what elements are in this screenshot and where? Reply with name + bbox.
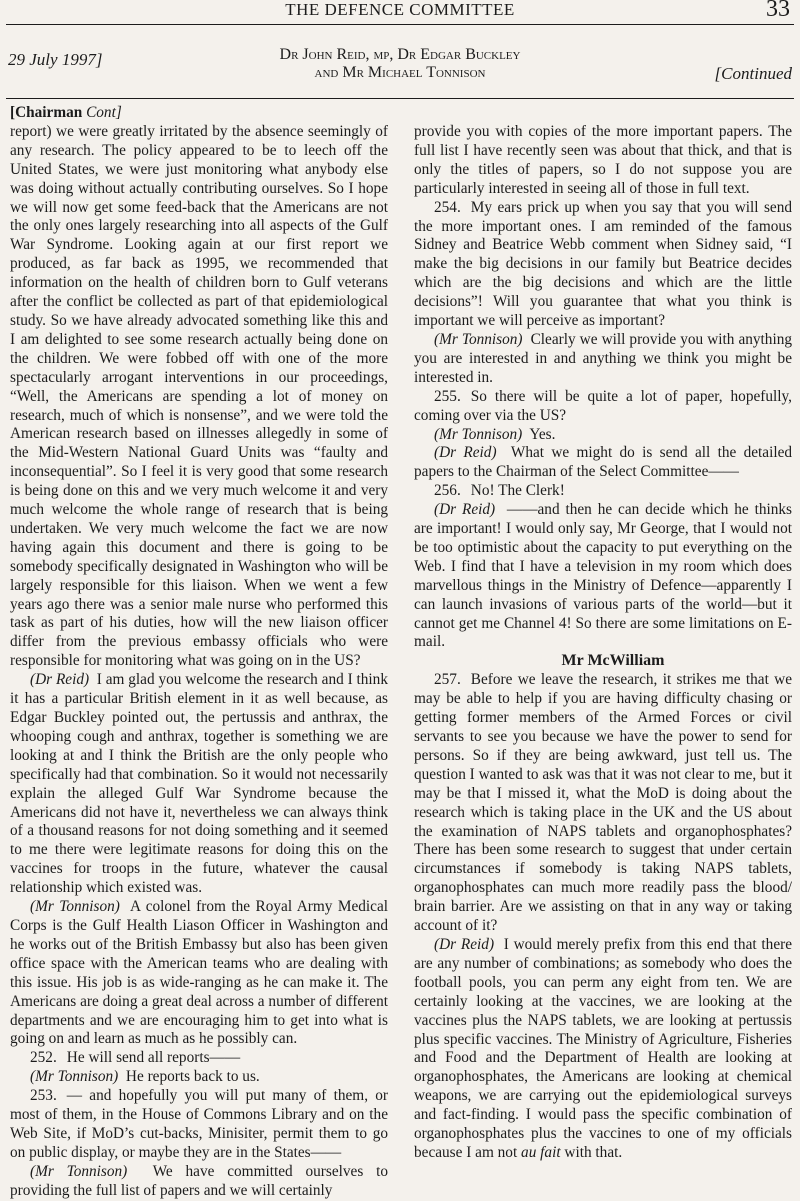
answer-257: (Dr Reid) I would merely prefix from this end that there are any number of combinations; as somebody who does the football pools, you can perm any eight from ten. We are certainly looking at the vaccines, we are looking at the vaccines plus the NAPS tablets, we are looking at pertussis plus specific vaccines. The Ministry of Agriculture, Fisheries and Food and the Department of Health are looking at organophosphates, the Americans are looking at chemical weapons, we are carrying out the epidemiological surveys and fact-finding. I would pass the specific combination of organophosphates plus the vaccines to one of my officials because I am not au fait with that.: [414, 935, 792, 1161]
speaker-label: (Dr Reid): [434, 501, 496, 519]
header-rule-bottom: [6, 98, 794, 99]
witness-line-2: and Mr Michael Tonnison: [314, 64, 486, 81]
question-252: 252. He will send all reports——: [30, 1049, 241, 1067]
question-number: 253.: [30, 1087, 57, 1105]
speaker-label: (Mr Tonnison): [434, 425, 523, 443]
speaker-label: (Mr Tonnison): [30, 1162, 128, 1180]
speaker-label: (Mr Tonnison): [30, 1068, 119, 1086]
witness-names: [200, 46, 600, 82]
answer-255-reid: (Dr Reid) What we might do is send all the detailed papers to the Chairman of the Select Committee——: [414, 444, 793, 481]
answer-253: (Mr Tonnison) We have committed ourselves to providing the full list of papers and we will certainly: [10, 1162, 389, 1199]
question-number: 257.: [434, 671, 461, 689]
question-256: 256. No! The Clerk!: [434, 482, 565, 500]
continued-marker: [Continued: [714, 64, 792, 83]
answer-254: (Mr Tonnison) Clearly we will provide you with anything you are interested in and anything we think you might be interested in.: [414, 330, 792, 386]
session-date: 29 July 1997]: [8, 50, 103, 69]
chairman-label: [Chairman Cont]: [10, 104, 122, 121]
paragraph-continuation: provide you with copies of the more important papers. The full list I have recently seen was about that thick, and that is only the titles of papers, so I do not suppose you are particularly interested in seeing all of those in full text.: [414, 123, 792, 197]
header-rule-top: [6, 24, 794, 25]
paragraph-tonnison-answer: (Mr Tonnison) A colonel from the Royal Army Medical Corps is the Gulf Health Liason Officer in Washington and he works out of the British Embassy but also has been given office space with the American teams who are dealing with this issue. His job is as wide-ranging as he can make it. The Americans are doing a great deal across a number of different departments and we are encouraging him to get into what is going on and learn as much as he possibly can.: [10, 898, 388, 1048]
right-column: [414, 104, 792, 1163]
answer-252: (Mr Tonnison) He reports back to us.: [30, 1068, 260, 1086]
question-number: 256.: [434, 482, 461, 500]
question-number: 254.: [434, 198, 461, 216]
witness-line-1: Dr John Reid, mp, Dr Edgar Buckley: [279, 46, 521, 63]
question-257: 257. Before we leave the research, it strikes me that we may be able to help if you are having difficulty chasing or getting former members of the Armed Forces or civil servants to see you because we have the power to send for persons. So if they are being awkward, just tell us. The question I wanted to ask was that it was not clear to me, but it may be that I missed it, what the MoD is doing about the research which is taking place in the UK and the US about the examination of NAPS tablets and organophosphates? There has been some research to suggest that under certain circumstances if somebody is taking NAPS tablets, organophosphates can much more readily pass the blood/ brain barrier. Are we assisting on that in any way or taking account of it?: [414, 671, 792, 935]
speaker-label: (Dr Reid): [30, 671, 90, 689]
left-column: [10, 104, 388, 1201]
question-number: 255.: [434, 387, 461, 405]
section-heading-mcwilliam: Mr McWilliam: [561, 652, 665, 670]
answer-255-tonnison: (Mr Tonnison) Yes.: [434, 425, 556, 443]
question-254: 254. My ears prick up when you say that you will send the more important ones. I am reminded of the famous Sidney and Beatrice Webb comment when Sidney said, “I make the big decisions in our family but Beatrice decides which are the big decisions and which are the little decisions”! Will you guarantee that what you think is important we will perceive as important?: [414, 198, 792, 330]
answer-256: (Dr Reid) ——and then he can decide which he thinks are important! I would only say, Mr George, that I would not be too optimistic about the capacity to put everything on the Web. I find that I have a television in my room which does marvellous things in the Ministry of Defence—apparently I can launch invasions of various parts of the world—but it cannot get me Channel 4! So there are some limitations on E-mail.: [414, 501, 793, 651]
page-number: 33: [766, 0, 790, 22]
question-253: 253. — and hopefully you will put many of them, or most of them, in the House of Commons Library and on the Web Site, if MoD’s cut-backs, Minisiter, permit them to go on public display, or maybe they are in the States——: [10, 1087, 388, 1161]
witness-header: [0, 28, 800, 94]
italic-phrase: au fait: [521, 1143, 561, 1161]
question-255: 255. So there will be quite a lot of paper, hopefully, coming over via the US?: [414, 387, 792, 424]
chairman-cont: Cont]: [86, 104, 122, 121]
committee-title: THE DEFENCE COMMITTEE: [285, 0, 515, 19]
question-number: 252.: [30, 1049, 57, 1067]
paragraph-chairman-question: report) we were greatly irritated by the absence seemingly of any research. The policy appeared to be to leech off the United States, we were just monitoring what anybody else was doing without actually contributing ourselves. So I hope we will now get some feed-back that the Americans are not the only ones largely researching into all aspects of the Gulf War Syndrome. Looking again at our first report we produced, as far back as 1995, we recommended that information on the health of children born to Gulf veterans after the conflict be collected as part of that epidemiological study. So we have already advocated something like this and I am delighted to see some research actually being done on the children. We were fobbed off with one of the more spectacularly arrogant interventions in our proceedings, “Well, the Americans are spending a lot of money on research, much of which is nonsense”, and we were told the American research based on illnesses allegedly in some of the Mid-Western National Guard Units was “faulty and inconsequential”. So I feel it is very good that some research is being done on this and we very much welcome it and very much welcome the whole range of research that is being undertaken. We very much welcome the fact we are now having again this document and there is going to be somebody specifically designated in Washington who will be largely responsible for this liaison. When we went a few years ago there was a senior male nurse who performed this task as part of his duties, how will the new liaison officer differ from the previous embassy officials who were responsible for monitoring what was going on in the US?: [10, 122, 388, 670]
paragraph-reid-answer: (Dr Reid) I am glad you welcome the research and I think it has a particular British element in it as well because, as Edgar Buckley pointed out, the pertussis and anthrax, the whooping cough and anthrax, together is something we are looking at and I think the British are the only people who specifically had that combination. So it would not necessarily explain the alleged Gulf War Syndrome because the Americans did not have it, nevertheless we can always think of a thousand reasons for not doing something and it seemed to me there were legitimate reasons for doing this on the vaccines for troops in the future, whatever the causal relationship which existed was.: [10, 671, 388, 897]
speaker-label: (Dr Reid): [434, 935, 495, 953]
chairman-heading: [10, 104, 388, 123]
speaker-label: (Dr Reid): [434, 444, 497, 462]
speaker-label: (Mr Tonnison): [30, 898, 120, 916]
speaker-label: (Mr Tonnison): [434, 330, 523, 348]
